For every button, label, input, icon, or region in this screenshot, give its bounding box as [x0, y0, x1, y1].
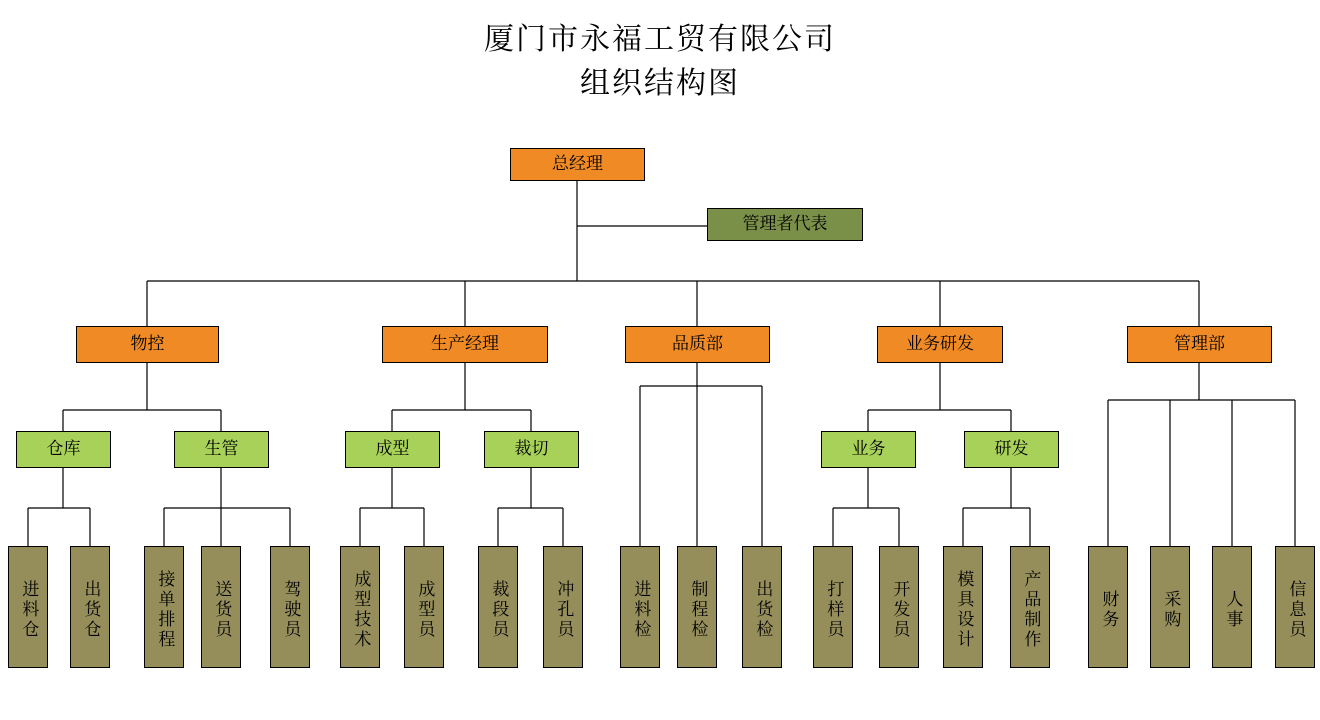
node-general-manager[interactable]: [510, 148, 645, 181]
node-label: 物控: [130, 334, 165, 354]
node-development-staff[interactable]: [879, 546, 919, 668]
node-incoming-inspection[interactable]: [620, 546, 660, 668]
node-research-development[interactable]: [964, 431, 1059, 468]
node-label: 进料仓: [19, 580, 39, 640]
node-label: 打样员: [824, 580, 844, 640]
node-cutting[interactable]: [484, 431, 579, 468]
node-label: 裁切: [514, 439, 549, 459]
node-label: 送货员: [212, 580, 232, 640]
node-label: 财务: [1099, 590, 1119, 630]
node-label: 模具设计: [954, 570, 974, 650]
node-finance[interactable]: [1088, 546, 1128, 668]
node-label: 接单排程: [155, 570, 175, 650]
node-label: 管理者代表: [742, 214, 828, 234]
node-label: 管理部: [1174, 334, 1225, 354]
node-label: 业务: [851, 439, 886, 459]
node-label: 成型技术: [351, 570, 371, 650]
node-label: 出货检: [753, 580, 773, 640]
node-production-control[interactable]: [174, 431, 269, 468]
node-label: 开发员: [890, 580, 910, 640]
node-label: 出货仓: [81, 580, 101, 640]
chart-title: [0, 18, 1320, 105]
node-label: 信息员: [1286, 580, 1306, 640]
node-mold-design[interactable]: [943, 546, 983, 668]
node-forming[interactable]: [345, 431, 440, 468]
node-material-control[interactable]: [76, 326, 219, 363]
node-label: 生管: [204, 439, 239, 459]
node-label: 进料检: [631, 580, 651, 640]
node-product-making[interactable]: [1010, 546, 1050, 668]
node-human-resources[interactable]: [1212, 546, 1252, 668]
node-label: 生产经理: [431, 334, 499, 354]
node-forming-technician[interactable]: [340, 546, 380, 668]
node-incoming-warehouse[interactable]: [8, 546, 48, 668]
title-line-2: 组织结构图: [580, 66, 740, 100]
node-driver[interactable]: [270, 546, 310, 668]
node-outgoing-warehouse[interactable]: [70, 546, 110, 668]
node-label: 驾驶员: [281, 580, 301, 640]
node-punching-operator[interactable]: [543, 546, 583, 668]
node-business[interactable]: [821, 431, 916, 468]
node-label: 裁段员: [489, 580, 509, 640]
node-delivery-staff[interactable]: [201, 546, 241, 668]
node-sampling-staff[interactable]: [813, 546, 853, 668]
node-label: 采购: [1161, 590, 1181, 630]
node-order-scheduling[interactable]: [144, 546, 184, 668]
node-label: 品质部: [672, 334, 723, 354]
node-label: 产品制作: [1021, 570, 1041, 650]
node-label: 人事: [1223, 590, 1243, 630]
node-process-inspection[interactable]: [677, 546, 717, 668]
node-label: 制程检: [688, 580, 708, 640]
node-label: 研发: [994, 439, 1029, 459]
node-forming-operator[interactable]: [404, 546, 444, 668]
node-quality-department[interactable]: [625, 326, 770, 363]
node-it-staff[interactable]: [1275, 546, 1315, 668]
node-outgoing-inspection[interactable]: [742, 546, 782, 668]
node-management-representative[interactable]: [707, 208, 863, 241]
node-label: 成型员: [415, 580, 435, 640]
node-label: 总经理: [552, 154, 603, 174]
node-label: 成型: [375, 439, 410, 459]
node-administration-department[interactable]: [1127, 326, 1272, 363]
node-label: 仓库: [46, 439, 81, 459]
node-label: 冲孔员: [554, 580, 574, 640]
node-business-rd[interactable]: [877, 326, 1003, 363]
node-label: 业务研发: [906, 334, 974, 354]
node-warehouse[interactable]: [16, 431, 111, 468]
node-cutting-operator[interactable]: [478, 546, 518, 668]
node-purchasing[interactable]: [1150, 546, 1190, 668]
node-production-manager[interactable]: [382, 326, 548, 363]
title-line-1: 厦门市永福工贸有限公司: [484, 23, 836, 56]
